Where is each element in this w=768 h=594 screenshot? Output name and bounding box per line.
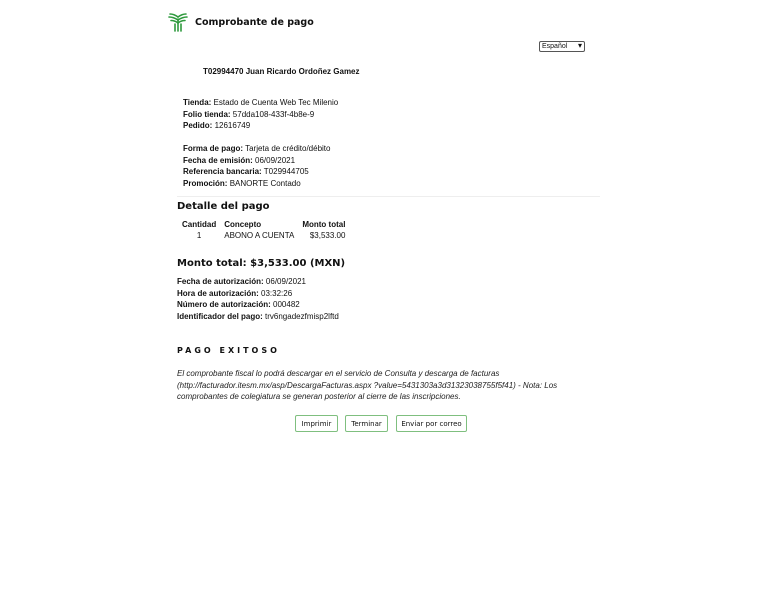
payment-status: PAGO EXITOSO <box>177 346 280 355</box>
column-header: Concepto <box>224 220 262 229</box>
auth-time-value: 03:32:26 <box>261 288 293 298</box>
language-selected-value: Español <box>542 43 568 50</box>
promocion-value: BANORTE Contado <box>229 178 301 188</box>
total-amount: Monto total: $3,533.00 (MXN) <box>177 258 346 269</box>
tienda-value: Estado de Cuenta Web Tec Milenio <box>213 98 339 107</box>
auth-date-value: 06/09/2021 <box>265 277 306 286</box>
column-header: Cantidad <box>182 220 217 229</box>
auth-number-value: 000482 <box>273 300 300 309</box>
auth-number-label: Número de autorización: <box>177 300 271 309</box>
invoice-note: El comprobante fiscal lo podrá descargar en el servicio de Consulta y descarga de facturas (http://facturador.itesm.mx/asp/DescargaFacturas.aspx ?value=5431303a3d31323038755f5f41) - Nota: Los comprobantes de colegiatura se generan posterior al cierre de las inscripciones. <box>177 369 558 401</box>
pedido-value: 12616749 <box>214 121 251 130</box>
folio-value: 57dda108-433f-4b8e-9 <box>232 109 315 119</box>
referencia-label: Referencia bancaria: <box>183 167 262 176</box>
fecha-emision-value: 06/09/2021 <box>255 155 296 165</box>
divider <box>177 196 600 197</box>
payment-id-value: trv6ngadezfmisp2lftd <box>265 311 339 321</box>
store-info <box>183 97 338 132</box>
student-line: T02994470 Juan Ricardo Ordoñez Gamez <box>203 67 360 76</box>
table-cell: ABONO A CUENTA <box>224 231 295 240</box>
language-select[interactable] <box>539 41 585 52</box>
tec-milenio-logo-icon <box>168 12 188 32</box>
detail-heading: Detalle del pago <box>177 201 270 212</box>
payment-info <box>183 143 330 189</box>
authorization-info <box>177 276 339 322</box>
fecha-emision-label: Fecha de emisión: <box>183 155 253 165</box>
table-header-row <box>178 219 349 230</box>
table-row <box>178 230 349 241</box>
pedido-label: Pedido: <box>183 121 213 130</box>
promocion-label: Promoción: <box>183 178 228 188</box>
table-cell: $3,533.00 <box>309 231 346 240</box>
page-header <box>168 12 314 32</box>
referencia-value: T029944705 <box>263 167 309 176</box>
send-email-button[interactable]: Enviar por correo <box>396 415 467 432</box>
payment-id-label: Identificador del pago: <box>177 311 263 321</box>
action-buttons <box>0 415 768 432</box>
auth-time-label: Hora de autorización: <box>177 288 259 298</box>
forma-label: Forma de pago: <box>183 144 244 153</box>
tienda-label: Tienda: <box>183 98 212 107</box>
detail-table <box>178 219 349 241</box>
auth-date-label: Fecha de autorización: <box>177 277 264 286</box>
finish-button[interactable]: Terminar <box>345 415 388 432</box>
table-cell: 1 <box>196 231 202 240</box>
folio-label: Folio tienda: <box>183 109 231 119</box>
print-button[interactable]: Imprimir <box>295 415 338 432</box>
page-title: Comprobante de pago <box>195 16 314 28</box>
forma-value: Tarjeta de crédito/débito <box>245 144 331 153</box>
column-header: Monto total <box>302 220 346 229</box>
